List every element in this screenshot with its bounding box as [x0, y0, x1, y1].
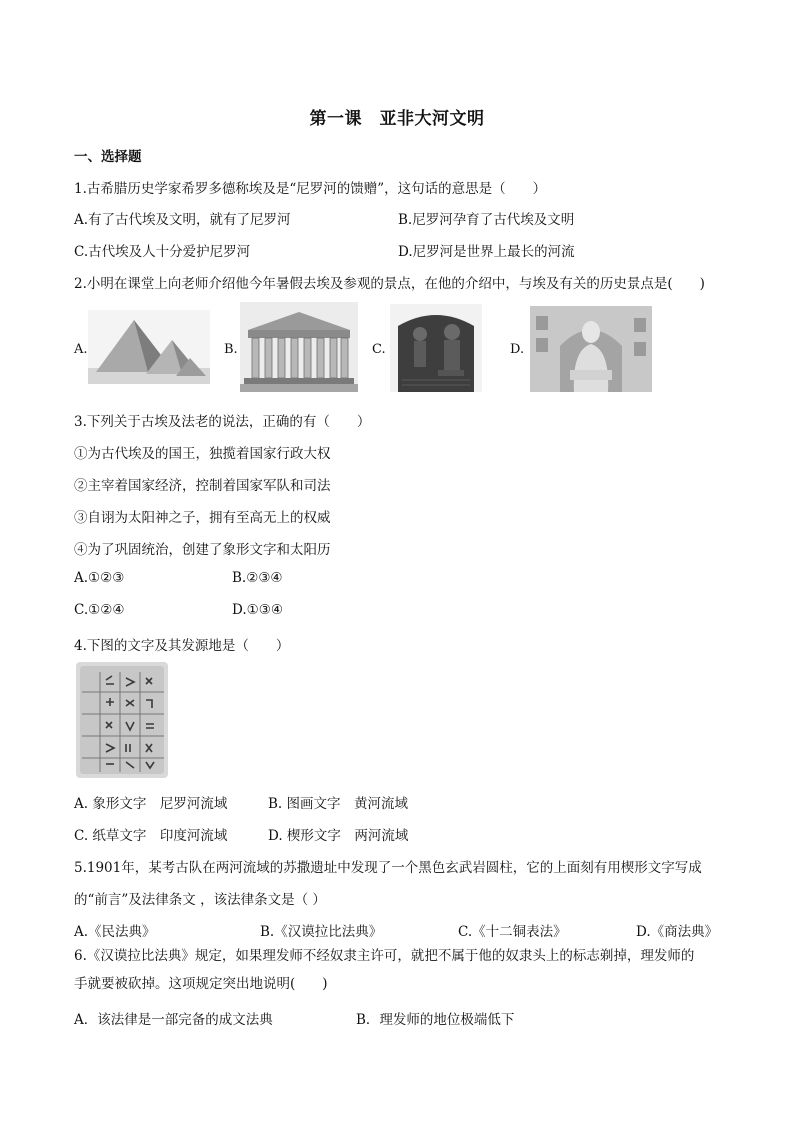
question-5-stem-line-1: 5.1901年，某考古队在两河流域的苏撒遗址中发现了一个黑色玄武岩圆柱，它的上面刻有用楔形文字写成 — [74, 860, 702, 876]
question-3-option-a[interactable]: A.①②③ — [74, 570, 125, 586]
question-3-option-d[interactable]: D.①③④ — [232, 602, 283, 618]
question-1-option-c[interactable]: C.古代埃及人十分爱护尼罗河 — [74, 244, 251, 260]
question-6-option-a[interactable]: A．该法律是一部完备的成文法典 — [74, 1012, 273, 1028]
question-2-option-d[interactable] — [510, 300, 660, 396]
question-3-option-c[interactable]: C.①②④ — [74, 602, 125, 618]
question-1-option-b[interactable]: B.尼罗河孕育了古代埃及文明 — [398, 212, 575, 228]
question-6-stem-line-2: 手就要被砍掉。这项规定突出地说明( ) — [74, 976, 328, 992]
question-3-statement-3: ③自诩为太阳神之子，拥有至高无上的权威 — [74, 510, 331, 526]
question-1-stem: 1.古希腊历史学家希罗多德称埃及是“尼罗河的馈赠”，这句话的意思是（ ） — [74, 181, 547, 197]
question-3-stem: 3.下列关于古埃及法老的说法，正确的有（ ） — [74, 414, 371, 430]
question-3-statement-2: ②主宰着国家经济，控制着国家军队和司法 — [74, 478, 331, 494]
page-title: 第一课 亚非大河文明 — [309, 109, 485, 129]
question-4-option-b[interactable]: B. 图画文字 黄河流域 — [268, 796, 409, 812]
question-1-option-d[interactable]: D.尼罗河是世界上最长的河流 — [398, 244, 575, 260]
question-4-stem: 4.下图的文字及其发源地是（ ） — [74, 638, 290, 654]
option-label: B. — [224, 342, 238, 357]
question-2-option-a[interactable] — [74, 300, 214, 396]
question-5-option-c[interactable]: C.《十二铜表法》 — [458, 924, 567, 940]
question-2-stem: 2.小明在课堂上向老师介绍他今年暑假去埃及参观的景点，在他的介绍中，与埃及有关的历史景点是( ) — [74, 276, 705, 292]
parthenon-image — [240, 302, 358, 392]
question-1-option-a[interactable]: A.有了古代埃及文明，就有了尼罗河 — [74, 212, 291, 228]
question-6-stem-line-1: 6.《汉谟拉比法典》规定，如果理发师不经奴隶主许可，就把不属于他的奴隶头上的标志剃掉，理发师的 — [74, 948, 695, 964]
question-2-option-b[interactable] — [224, 300, 360, 396]
question-4-option-a[interactable]: A. 象形文字 尼罗河流域 — [74, 796, 228, 812]
question-3-statement-4: ④为了巩固统治，创建了象形文字和太阳历 — [74, 542, 331, 558]
cuneiform-tablet-image — [76, 662, 168, 782]
buddha-statue-image — [530, 306, 652, 392]
option-label: C. — [372, 342, 386, 357]
question-2-option-c[interactable] — [372, 300, 484, 396]
hammurabi-stele-image — [390, 304, 482, 392]
option-label: A. — [74, 342, 88, 357]
pyramids-image — [88, 310, 210, 384]
section-heading: 一、选择题 — [74, 149, 142, 165]
question-5-stem-line-2: 的“前言”及法律条文 ，该法律条文是（ ） — [74, 892, 326, 908]
question-5-option-a[interactable]: A.《民法典》 — [74, 924, 156, 940]
question-5-option-b[interactable]: B.《汉谟拉比法典》 — [260, 924, 383, 940]
question-4-option-d[interactable]: D. 楔形文字 两河流域 — [268, 828, 409, 844]
question-3-statement-1: ①为古代埃及的国王，独揽着国家行政大权 — [74, 446, 331, 462]
question-4-option-c[interactable]: C. 纸草文字 印度河流域 — [74, 828, 228, 844]
question-5-option-d[interactable]: D.《商法典》 — [636, 924, 719, 940]
question-6-option-b[interactable]: B．理发师的地位极端低下 — [356, 1012, 515, 1028]
question-3-option-b[interactable]: B.②③④ — [232, 570, 283, 586]
option-label: D. — [510, 342, 525, 357]
